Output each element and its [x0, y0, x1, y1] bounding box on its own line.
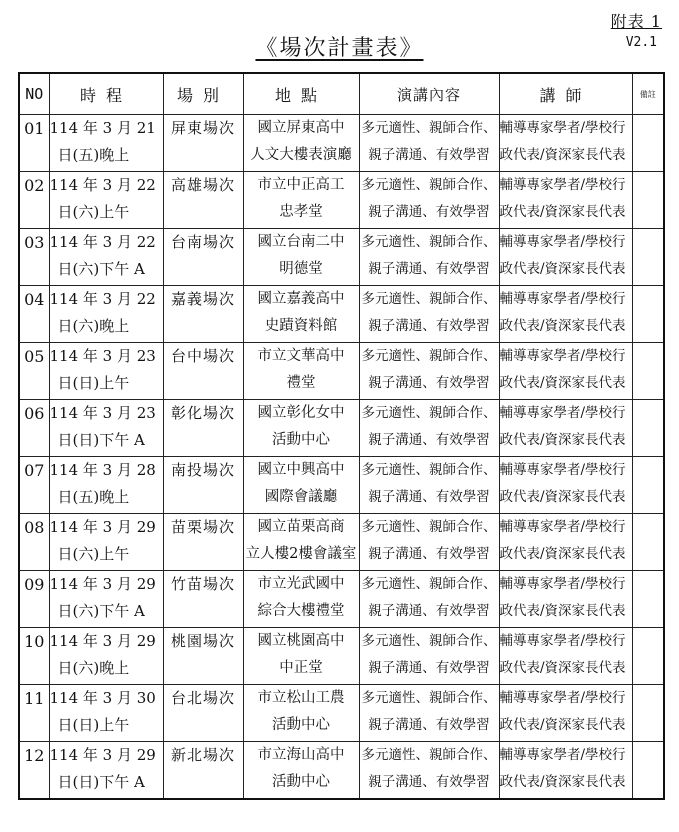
table-row [19, 742, 664, 800]
row-lecturer [499, 685, 632, 742]
row-content-line1: 多元適性、親師合作、 [361, 348, 497, 364]
row-place-line1: 市立文華高中 [257, 348, 345, 364]
row-lecturer-line2: 政代表/資深家長代表 [499, 318, 626, 334]
row-lecturer-line2: 政代表/資深家長代表 [499, 774, 626, 790]
row-place-line2: 中正堂 [279, 660, 323, 676]
row-time: 日(六)下午 A [57, 602, 145, 620]
col-header-place: 地點 [243, 73, 359, 115]
row-lecturer-line2: 政代表/資深家長代表 [499, 375, 626, 391]
table-row [19, 628, 664, 685]
table-row [19, 115, 664, 172]
row-session: 嘉義場次 [163, 286, 243, 343]
row-date: 114 年 3 月 22 [49, 290, 156, 308]
row-place-line1: 市立中正高工 [257, 177, 345, 193]
row-lecturer-line1: 輔導專家學者/學校行 [499, 120, 626, 136]
row-time: 日(六)下午 A [57, 260, 145, 278]
row-number: 10 [19, 628, 49, 685]
row-place-line1: 國立中興高中 [257, 462, 345, 478]
row-date: 114 年 3 月 23 [49, 404, 156, 422]
row-content-line2: 親子溝通、有效學習 [368, 717, 490, 733]
row-content-line2: 親子溝通、有效學習 [368, 603, 490, 619]
row-place [243, 514, 359, 571]
col-header-remark: 備註 [632, 73, 664, 115]
row-content [359, 229, 499, 286]
row-number: 08 [19, 514, 49, 571]
row-content-line1: 多元適性、親師合作、 [361, 291, 497, 307]
row-remark [632, 742, 664, 800]
row-content-line2: 親子溝通、有效學習 [368, 261, 490, 277]
row-lecturer [499, 457, 632, 514]
col-header-lecturer: 講師 [499, 73, 632, 115]
row-schedule [49, 286, 163, 343]
row-date: 114 年 3 月 22 [49, 176, 156, 194]
row-date: 114 年 3 月 28 [49, 461, 156, 479]
row-content-line2: 親子溝通、有效學習 [368, 432, 490, 448]
col-header-session: 場別 [163, 73, 243, 115]
row-content-line1: 多元適性、親師合作、 [361, 633, 497, 649]
row-place-line1: 國立桃園高中 [257, 633, 345, 649]
row-place-line2: 立人樓2樓會議室 [245, 546, 357, 562]
row-place [243, 457, 359, 514]
row-time: 日(日)上午 [57, 374, 130, 392]
row-place [243, 172, 359, 229]
row-place [243, 742, 359, 800]
row-content [359, 571, 499, 628]
session-plan-table [18, 72, 665, 800]
row-content [359, 457, 499, 514]
row-content-line2: 親子溝通、有效學習 [368, 660, 490, 676]
row-schedule [49, 457, 163, 514]
row-place-line1: 國立台南二中 [257, 234, 345, 250]
row-place-line2: 忠孝堂 [279, 204, 323, 220]
row-content-line2: 親子溝通、有效學習 [368, 489, 490, 505]
row-content [359, 115, 499, 172]
row-session: 竹苗場次 [163, 571, 243, 628]
row-lecturer-line1: 輔導專家學者/學校行 [499, 633, 626, 649]
row-remark [632, 286, 664, 343]
row-lecturer-line2: 政代表/資深家長代表 [499, 204, 626, 220]
row-session: 南投場次 [163, 457, 243, 514]
row-lecturer-line1: 輔導專家學者/學校行 [499, 690, 626, 706]
row-place-line1: 國立嘉義高中 [257, 291, 345, 307]
row-session: 新北場次 [163, 742, 243, 800]
row-remark [632, 229, 664, 286]
row-number: 04 [19, 286, 49, 343]
row-content [359, 685, 499, 742]
row-content-line1: 多元適性、親師合作、 [361, 234, 497, 250]
row-place-line2: 綜合大樓禮堂 [257, 603, 345, 619]
row-content [359, 514, 499, 571]
row-place [243, 571, 359, 628]
row-time: 日(日)下午 A [57, 773, 145, 791]
row-lecturer [499, 229, 632, 286]
row-time: 日(六)晚上 [57, 659, 130, 677]
row-date: 114 年 3 月 29 [49, 518, 156, 536]
row-number: 06 [19, 400, 49, 457]
row-schedule [49, 115, 163, 172]
row-lecturer-line2: 政代表/資深家長代表 [499, 717, 626, 733]
row-lecturer [499, 172, 632, 229]
row-number: 12 [19, 742, 49, 800]
table-row [19, 400, 664, 457]
row-lecturer [499, 514, 632, 571]
row-number: 05 [19, 343, 49, 400]
row-content-line1: 多元適性、親師合作、 [361, 519, 497, 535]
row-place-line1: 國立苗栗高商 [257, 519, 345, 535]
row-place-line2: 活動中心 [272, 717, 330, 733]
row-lecturer-line1: 輔導專家學者/學校行 [499, 177, 626, 193]
row-lecturer-line2: 政代表/資深家長代表 [499, 147, 626, 163]
row-date: 114 年 3 月 22 [49, 233, 156, 251]
row-schedule [49, 742, 163, 800]
row-lecturer-line1: 輔導專家學者/學校行 [499, 291, 626, 307]
page-title-text: 《場次計畫表》 [255, 36, 424, 61]
row-remark [632, 400, 664, 457]
row-number: 09 [19, 571, 49, 628]
row-schedule [49, 229, 163, 286]
row-content-line2: 親子溝通、有效學習 [368, 147, 490, 163]
row-number: 01 [19, 115, 49, 172]
row-date: 114 年 3 月 29 [49, 632, 156, 650]
row-session: 桃園場次 [163, 628, 243, 685]
row-place-line1: 國立彰化女中 [257, 405, 345, 421]
row-remark [632, 571, 664, 628]
row-number: 07 [19, 457, 49, 514]
row-lecturer-line1: 輔導專家學者/學校行 [499, 747, 626, 763]
row-content-line1: 多元適性、親師合作、 [361, 747, 497, 763]
row-date: 114 年 3 月 21 [49, 119, 156, 137]
row-content [359, 742, 499, 800]
row-place-line2: 人文大樓表演廳 [250, 147, 352, 163]
row-lecturer-line1: 輔導專家學者/學校行 [499, 462, 626, 478]
row-remark [632, 172, 664, 229]
row-date: 114 年 3 月 30 [49, 689, 156, 707]
row-place [243, 628, 359, 685]
row-remark [632, 514, 664, 571]
row-lecturer-line1: 輔導專家學者/學校行 [499, 519, 626, 535]
row-place-line2: 史蹟資料館 [264, 318, 338, 334]
row-content-line1: 多元適性、親師合作、 [361, 120, 497, 136]
row-session: 苗栗場次 [163, 514, 243, 571]
row-time: 日(五)晚上 [57, 146, 130, 164]
row-place [243, 343, 359, 400]
row-lecturer-line1: 輔導專家學者/學校行 [499, 405, 626, 421]
row-place [243, 115, 359, 172]
row-content-line2: 親子溝通、有效學習 [368, 375, 490, 391]
table-row [19, 571, 664, 628]
row-remark [632, 628, 664, 685]
row-content-line1: 多元適性、親師合作、 [361, 405, 497, 421]
row-number: 03 [19, 229, 49, 286]
row-session: 高雄場次 [163, 172, 243, 229]
row-lecturer-line1: 輔導專家學者/學校行 [499, 576, 626, 592]
row-place-line2: 禮堂 [286, 375, 316, 391]
version-label: V2.1 [625, 35, 657, 50]
col-header-no: NO [19, 73, 49, 115]
annex-label: 附表 1 [610, 12, 662, 31]
row-content [359, 172, 499, 229]
row-place-line1: 市立光武國中 [257, 576, 345, 592]
row-lecturer-line2: 政代表/資深家長代表 [499, 432, 626, 448]
table-row [19, 172, 664, 229]
table-row [19, 685, 664, 742]
row-session: 台北場次 [163, 685, 243, 742]
row-date: 114 年 3 月 29 [49, 575, 156, 593]
row-lecturer-line2: 政代表/資深家長代表 [499, 261, 626, 277]
row-content-line1: 多元適性、親師合作、 [361, 177, 497, 193]
row-session: 屏東場次 [163, 115, 243, 172]
row-schedule [49, 343, 163, 400]
row-lecturer [499, 742, 632, 800]
row-place-line2: 活動中心 [272, 774, 330, 790]
row-lecturer-line2: 政代表/資深家長代表 [499, 603, 626, 619]
table-row [19, 514, 664, 571]
row-lecturer [499, 571, 632, 628]
row-content [359, 400, 499, 457]
row-place-line1: 國立屏東高中 [257, 120, 345, 136]
row-session: 彰化場次 [163, 400, 243, 457]
row-lecturer-line2: 政代表/資深家長代表 [499, 660, 626, 676]
row-schedule [49, 400, 163, 457]
row-place-line2: 活動中心 [272, 432, 330, 448]
row-time: 日(日)下午 A [57, 431, 145, 449]
row-lecturer-line2: 政代表/資深家長代表 [499, 489, 626, 505]
row-place [243, 685, 359, 742]
row-number: 11 [19, 685, 49, 742]
row-session: 台南場次 [163, 229, 243, 286]
row-content-line2: 親子溝通、有效學習 [368, 774, 490, 790]
row-time: 日(六)晚上 [57, 317, 130, 335]
row-time: 日(五)晚上 [57, 488, 130, 506]
row-lecturer-line2: 政代表/資深家長代表 [499, 546, 626, 562]
table-row [19, 229, 664, 286]
row-place [243, 286, 359, 343]
row-place-line2: 明德堂 [279, 261, 323, 277]
row-content-line1: 多元適性、親師合作、 [361, 576, 497, 592]
row-lecturer [499, 286, 632, 343]
row-remark [632, 685, 664, 742]
row-place-line1: 市立海山高中 [257, 747, 345, 763]
row-content [359, 343, 499, 400]
table-header-row [19, 73, 664, 115]
row-time: 日(六)上午 [57, 203, 130, 221]
row-content-line2: 親子溝通、有效學習 [368, 318, 490, 334]
row-schedule [49, 514, 163, 571]
row-number: 02 [19, 172, 49, 229]
row-place [243, 400, 359, 457]
col-header-time: 時程 [49, 73, 163, 115]
page-title [0, 31, 679, 62]
row-time: 日(日)上午 [57, 716, 130, 734]
row-lecturer [499, 400, 632, 457]
row-schedule [49, 172, 163, 229]
row-remark [632, 457, 664, 514]
table-row [19, 457, 664, 514]
row-remark [632, 115, 664, 172]
row-session: 台中場次 [163, 343, 243, 400]
row-schedule [49, 628, 163, 685]
row-place-line2: 國際會議廳 [264, 489, 338, 505]
row-schedule [49, 685, 163, 742]
row-lecturer [499, 115, 632, 172]
row-remark [632, 343, 664, 400]
table-row [19, 286, 664, 343]
row-place-line1: 市立松山工農 [257, 690, 345, 706]
row-content-line2: 親子溝通、有效學習 [368, 204, 490, 220]
row-content [359, 628, 499, 685]
row-content [359, 286, 499, 343]
col-header-content: 演講內容 [359, 73, 499, 115]
row-date: 114 年 3 月 23 [49, 347, 156, 365]
row-lecturer [499, 628, 632, 685]
row-time: 日(六)上午 [57, 545, 130, 563]
row-lecturer [499, 343, 632, 400]
row-lecturer-line1: 輔導專家學者/學校行 [499, 348, 626, 364]
row-content-line1: 多元適性、親師合作、 [361, 462, 497, 478]
row-content-line2: 親子溝通、有效學習 [368, 546, 490, 562]
row-place [243, 229, 359, 286]
row-lecturer-line1: 輔導專家學者/學校行 [499, 234, 626, 250]
row-content-line1: 多元適性、親師合作、 [361, 690, 497, 706]
table-row [19, 343, 664, 400]
row-schedule [49, 571, 163, 628]
row-date: 114 年 3 月 29 [49, 746, 156, 764]
